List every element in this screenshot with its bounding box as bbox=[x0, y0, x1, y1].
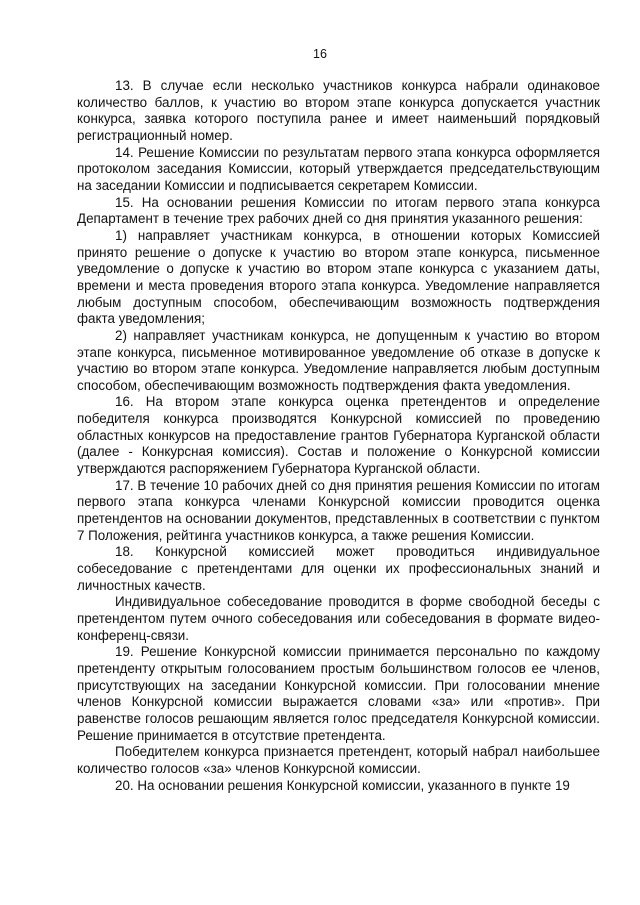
paragraph-20: 20. На основании решения Конкурсной комиссии, указанного в пункте 19 bbox=[115, 777, 570, 793]
document-body bbox=[77, 78, 600, 794]
page-number: 16 bbox=[313, 47, 327, 61]
paragraph-17: 17. В течение 10 рабочих дней со дня принятия решения Комиссии по итогам первого этапа конкурса членами Конкурсной комиссии проводится оценка претендентов на основании документов, представленных в соответствии с пунктом 7 Положения, рейтинга участников конкурса, а также решения Комиссии. bbox=[77, 477, 600, 543]
paragraph-19-continuation: Победителем конкурса признается претендент, который набрал наибольшее количество голосов «за» членов Конкурсной комиссии. bbox=[77, 744, 600, 776]
paragraph-18-continuation: Индивидуальное собеседование проводится в форме свободной беседы с претендентом путем очного собеседования или собеседования в формате видео-конференц-связи. bbox=[77, 594, 600, 643]
paragraph-14: 14. Решение Комиссии по результатам первого этапа конкурса оформляется протоколом заседания Комиссии, который утверждается председательствующим на заседании Комиссии и подписывается секретарем Комиссии. bbox=[77, 144, 600, 193]
paragraph-15-item-2: 2) направляет участникам конкурса, не допущенным к участию во втором этапе конкурса, письменное мотивированное уведомление об отказе в допуске к участию во втором этапе конкурса. Уведомление направляется любым доступным способом, обеспечивающим возможность подтверждения факта уведомления. bbox=[77, 327, 600, 393]
paragraph-18: 18. Конкурсной комиссией может проводиться индивидуальное собеседование с претендентами для оценки их профессиональных знаний и личностных качеств. bbox=[77, 544, 600, 593]
paragraph-16: 16. На втором этапе конкурса оценка претендентов и определение победителя конкурса производятся Конкурсной комиссией по проведению областных конкурсов на предоставление грантов Губернатора Курганской области (далее - Конкурсная комиссия). Состав и положение о Конкурсной комиссии утверждаются распоряжением Губернатора Курганской области. bbox=[77, 394, 600, 477]
paragraph-19: 19. Решение Конкурсной комиссии принимается персонально по каждому претенденту открытым голосованием простым большинством голосов ее членов, присутствующих на заседании Конкурсной комиссии. При голосовании мнение членов Конкурсной комиссии выражается словами «за» или «против». При равенстве голосов решающим является голос председателя Конкурсной комиссии. Решение принимается в отсутствие претендента. bbox=[77, 644, 600, 743]
paragraph-15-item-1: 1) направляет участникам конкурса, в отношении которых Комиссией принято решение о допуске к участию во втором этапе конкурса, письменное уведомление о допуске к участию во втором этапе конкурса с указанием даты, времени и места проведения второго этапа конкурса. Уведомление направляется любым доступным способом, обеспечивающим возможность подтверждения факта уведомления; bbox=[77, 227, 600, 327]
paragraph-15: 15. На основании решения Комиссии по итогам первого этапа конкурса Департамент в течение трех рабочих дней со дня принятия указанного решения: bbox=[77, 194, 600, 227]
paragraph-13: 13. В случае если несколько участников конкурса набрали одинаковое количество баллов, к участию во втором этапе конкурса допускается участник конкурса, заявка которого поступила ранее и имеет наименьший порядковый регистрационный номер. bbox=[77, 78, 600, 143]
